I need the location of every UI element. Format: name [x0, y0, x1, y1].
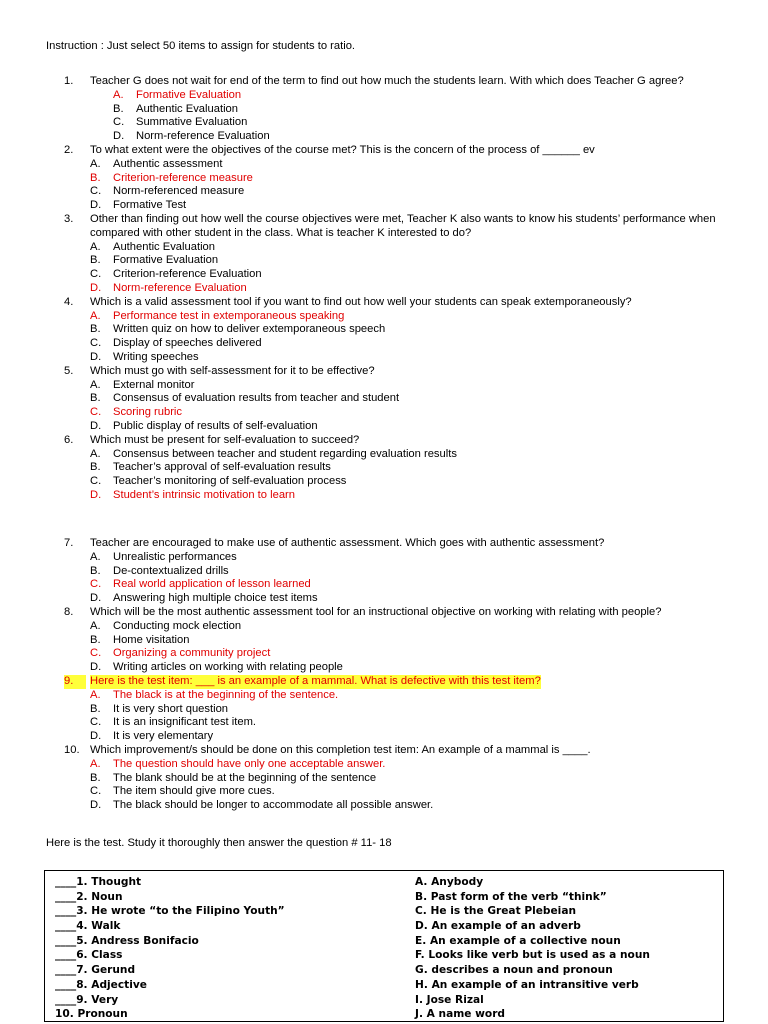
option-letter: A.: [90, 157, 101, 170]
option-letter: B.: [90, 564, 101, 577]
option-text: Formative Evaluation: [136, 88, 242, 101]
option-text: Writing articles on working with relating people: [113, 661, 343, 674]
option-text: Norm-reference Evaluation: [136, 130, 270, 143]
option-letter: A.: [90, 550, 101, 563]
answer-option: [0, 254, 768, 268]
option-letter: D.: [90, 799, 102, 812]
question-text: Which will be the most authentic assessment tool for an instructional objective on working with relating with people?: [90, 605, 662, 618]
option-text: Scoring rubric: [113, 406, 183, 419]
option-letter: D.: [90, 730, 102, 743]
answer-option: [0, 703, 768, 717]
matching-choice: I. Jose Rizal: [415, 993, 484, 1006]
option-letter: C.: [90, 268, 102, 281]
answer-option: [0, 241, 768, 255]
answer-option: [0, 730, 768, 744]
option-text: Formative Evaluation: [113, 254, 219, 267]
option-letter: C.: [90, 185, 102, 198]
answer-option: [0, 661, 768, 675]
answer-option: [0, 799, 768, 813]
option-letter: A.: [90, 688, 101, 701]
answer-option: [0, 268, 768, 282]
question-number: 3.: [64, 212, 74, 225]
option-text: Public display of results of self-evaluation: [113, 419, 318, 432]
matching-item: ____3. He wrote “to the Filipino Youth”: [55, 905, 285, 918]
matching-choice: J. A name word: [415, 1008, 506, 1021]
question-text: Here is the test item: ___ is an example of a mammal. What is defective with this test item?: [90, 674, 541, 687]
option-text: Criterion-reference measure: [113, 171, 253, 184]
option-letter: A.: [90, 240, 101, 253]
matching-item: ____9. Very: [55, 993, 119, 1006]
matching-choice: H. An example of an intransitive verb: [415, 978, 639, 991]
matching-choice: C. He is the Great Plebeian: [415, 905, 577, 918]
matching-item: ____8. Adjective: [55, 978, 147, 991]
matching-choice: F. Looks like verb but is used as a noun: [415, 949, 650, 962]
option-text: De-contextualized drills: [113, 564, 229, 577]
question-text: Which improvement/s should be done on this completion test item: An example of a mammal is ____.: [90, 743, 591, 756]
option-text: Real world application of lesson learned: [113, 578, 311, 591]
answer-option: [0, 578, 768, 592]
answer-option: [0, 420, 768, 434]
option-text: Norm-reference Evaluation: [113, 281, 247, 294]
option-text: Consensus between teacher and student regarding evaluation results: [113, 447, 457, 460]
option-letter: D.: [90, 199, 102, 212]
answer-option: [0, 716, 768, 730]
question-group-1-6: [0, 75, 768, 503]
question-text: Which must be present for self-evaluation to succeed?: [90, 433, 360, 446]
option-text: External monitor: [113, 378, 195, 391]
question-text: Other than finding out how well the course objectives were met, Teacher K also wants to know his students’ performance when compared with other student in the class. What is teacher K interested to do?: [90, 212, 716, 239]
option-text: Student’s intrinsic motivation to learn: [113, 488, 295, 501]
question-number: 1.: [64, 75, 74, 87]
option-text: Written quiz on how to deliver extemporaneous speech: [113, 323, 386, 336]
option-letter: B.: [90, 254, 101, 267]
answer-option: [0, 130, 768, 144]
option-letter: D.: [90, 350, 102, 363]
question-group-7-10: [0, 537, 768, 813]
question-text: Teacher are encouraged to make use of authentic assessment. Which goes with authentic assessment?: [90, 537, 605, 549]
option-letter: D.: [90, 661, 102, 674]
matching-choice: G. describes a noun and pronoun: [415, 964, 613, 977]
matching-item: ____2. Noun: [55, 890, 123, 903]
option-letter: A.: [90, 309, 101, 322]
question-row: [0, 75, 768, 89]
answer-option: [0, 310, 768, 324]
answer-option: [0, 323, 768, 337]
answer-option: [0, 337, 768, 351]
option-text: The question should have only one acceptable answer.: [113, 757, 386, 770]
answer-option: [0, 634, 768, 648]
option-text: Display of speeches delivered: [113, 337, 262, 350]
option-letter: A.: [90, 619, 101, 632]
option-letter: B.: [90, 323, 101, 336]
answer-option: [0, 89, 768, 103]
answer-option: [0, 392, 768, 406]
option-letter: C.: [90, 578, 102, 591]
answer-option: [0, 689, 768, 703]
matching-item: ____4. Walk: [55, 920, 121, 933]
option-letter: B.: [90, 771, 101, 784]
option-letter: D.: [113, 130, 125, 143]
option-text: The black should be longer to accommodate all possible answer.: [113, 799, 434, 812]
answer-option: [0, 475, 768, 489]
option-text: Formative Test: [113, 199, 187, 212]
option-letter: A.: [90, 378, 101, 391]
option-text: The blank should be at the beginning of the sentence: [113, 771, 377, 784]
matching-choice: D. An example of an adverb: [415, 920, 581, 933]
option-text: Authentic Evaluation: [136, 102, 238, 115]
option-text: It is very short question: [113, 702, 229, 715]
option-letter: C.: [90, 647, 102, 660]
option-letter: C.: [90, 406, 102, 419]
option-letter: A.: [90, 757, 101, 770]
option-letter: C.: [90, 785, 102, 798]
option-letter: C.: [90, 337, 102, 350]
question-row: [0, 675, 768, 689]
matching-column-items: [55, 875, 285, 1022]
answer-option: [0, 785, 768, 799]
answer-option: [0, 489, 768, 503]
option-text: It is very elementary: [113, 730, 214, 743]
question-row: [0, 213, 768, 241]
option-text: Unrealistic performances: [113, 550, 237, 563]
option-letter: B.: [113, 102, 124, 115]
answer-option: [0, 199, 768, 213]
question-text: Which is a valid assessment tool if you want to find out how well your students can speak extemporaneously?: [90, 295, 632, 308]
option-letter: B.: [90, 392, 101, 405]
question-text: Teacher G does not wait for end of the term to find out how much the students learn. With which does Teacher G agree?: [90, 75, 684, 87]
matching-item: ____5. Andress Bonifacio: [55, 934, 199, 947]
option-text: Criterion-reference Evaluation: [113, 268, 262, 281]
question-row: [0, 144, 768, 158]
question-number: 10.: [64, 743, 80, 756]
option-letter: A.: [113, 88, 124, 101]
question-number: 8.: [64, 605, 74, 618]
option-letter: B.: [90, 461, 101, 474]
option-text: Home visitation: [113, 633, 190, 646]
option-letter: C.: [113, 116, 125, 129]
question-text: To what extent were the objectives of the course met? This is the concern of the process of ______ ev: [90, 143, 595, 156]
matching-item: 10. Pronoun: [55, 1008, 128, 1021]
matching-choice: E. An example of a collective noun: [415, 934, 621, 947]
option-text: The black is at the beginning of the sentence.: [113, 688, 339, 701]
answer-option: [0, 448, 768, 462]
option-text: Performance test in extemporaneous speaking: [113, 309, 345, 322]
instruction-text: Instruction : Just select 50 items to assign for students to ratio.: [46, 40, 356, 52]
option-letter: D.: [90, 592, 102, 605]
option-text: It is an insignificant test item.: [113, 716, 257, 729]
question-row: [0, 434, 768, 448]
option-text: Organizing a community project: [113, 647, 271, 660]
option-text: Authentic Evaluation: [113, 240, 215, 253]
answer-option: [0, 620, 768, 634]
answer-option: [0, 758, 768, 772]
option-text: Teacher’s approval of self-evaluation results: [113, 461, 331, 474]
option-text: The item should give more cues.: [113, 785, 275, 798]
question-row: [0, 744, 768, 758]
option-text: Writing speeches: [113, 350, 199, 363]
question-number: 9.: [64, 675, 86, 689]
option-text: Consensus of evaluation results from teacher and student: [113, 392, 400, 405]
answer-option: [0, 379, 768, 393]
answer-option: [0, 282, 768, 296]
answer-option: [0, 551, 768, 565]
question-row: [0, 365, 768, 379]
answer-option: [0, 185, 768, 199]
answer-option: [0, 647, 768, 661]
answer-option: [0, 116, 768, 130]
matching-item: ____1. Thought: [55, 876, 142, 888]
matching-table: [44, 870, 724, 1022]
answer-option: [0, 158, 768, 172]
question-number: 7.: [64, 537, 74, 549]
answer-option: [0, 103, 768, 117]
question-row: [0, 296, 768, 310]
option-text: Authentic assessment: [113, 157, 223, 170]
answer-option: [0, 565, 768, 579]
question-row: [0, 537, 768, 551]
option-letter: A.: [90, 447, 101, 460]
option-letter: C.: [90, 475, 102, 488]
answer-option: [0, 592, 768, 606]
option-text: Teacher’s monitoring of self-evaluation process: [113, 475, 347, 488]
matching-column-answers: [415, 875, 650, 1022]
option-text: Answering high multiple choice test items: [113, 592, 318, 605]
option-text: Norm-referenced measure: [113, 185, 245, 198]
matching-item: ____7. Gerund: [55, 964, 136, 977]
option-letter: D.: [90, 488, 102, 501]
matching-choice: B. Past form of the verb “think”: [415, 890, 607, 903]
option-letter: C.: [90, 716, 102, 729]
option-text: Summative Evaluation: [136, 116, 248, 129]
question-number: 2.: [64, 143, 74, 156]
option-letter: D.: [90, 281, 102, 294]
matching-intro-text: Here is the test. Study it thoroughly then answer the question # 11- 18: [46, 837, 392, 849]
matching-choice: A. Anybody: [415, 876, 484, 888]
question-number: 6.: [64, 433, 74, 446]
answer-option: [0, 351, 768, 365]
option-letter: B.: [90, 171, 101, 184]
option-letter: B.: [90, 702, 101, 715]
matching-item: ____6. Class: [55, 949, 123, 962]
answer-option: [0, 406, 768, 420]
option-letter: B.: [90, 633, 101, 646]
question-row: [0, 606, 768, 620]
question-number: 5.: [64, 364, 74, 377]
answer-option: [0, 461, 768, 475]
question-number: 4.: [64, 295, 74, 308]
option-text: Conducting mock election: [113, 619, 242, 632]
answer-option: [0, 172, 768, 186]
option-letter: D.: [90, 419, 102, 432]
question-text: Which must go with self-assessment for it to be effective?: [90, 364, 375, 377]
answer-option: [0, 772, 768, 786]
